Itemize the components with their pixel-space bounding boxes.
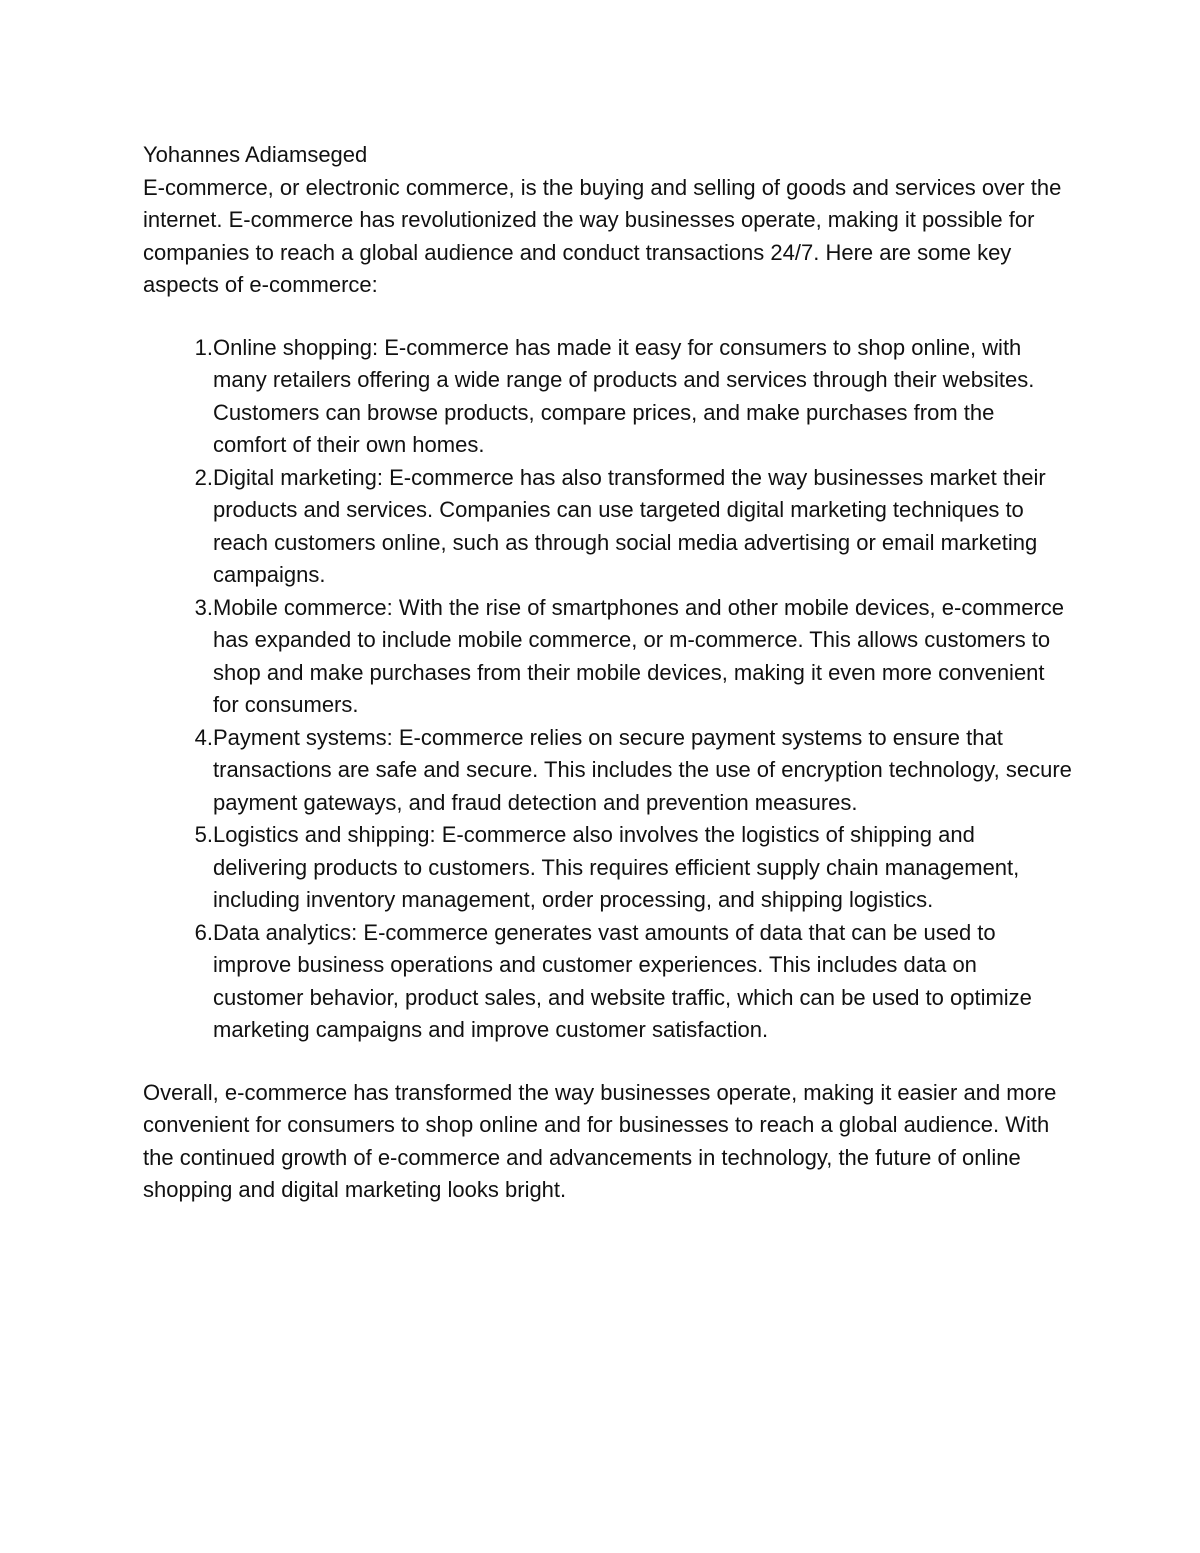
- list-item: [143, 462, 1073, 592]
- author-name: Yohannes Adiamseged: [143, 142, 368, 167]
- list-item: [143, 332, 1073, 462]
- list-item-text: Logistics and shipping: E-commerce also involves the logistics of shipping and delivering products to customers. This requires efficient supply chain management, including inventory management, order processing, and shipping logistics.: [213, 822, 1020, 912]
- list-item-text: Data analytics: E-commerce generates vast amounts of data that can be used to improve business operations and customer experiences. This includes data on customer behavior, product sales, and website traffic, which can be used to optimize marketing campaigns and improve customer satisfaction.: [213, 919, 1032, 1042]
- list-item-number: 1.: [194, 334, 213, 360]
- list-item-text: Online shopping: E-commerce has made it easy for consumers to shop online, with many retailers offering a wide range of products and services through their websites. Customers can browse products, compare prices, and make purchases from the comfort of their own homes.: [213, 334, 1035, 457]
- list-item: [143, 917, 1073, 1047]
- document-content: [143, 139, 1073, 1207]
- list-item: [143, 722, 1073, 820]
- intro-paragraph: E-commerce, or electronic commerce, is the buying and selling of goods and services over the internet. E-commerce has revolutionized the way businesses operate, making it possible for companies to reach a global audience and conduct transactions 24/7. Here are some key aspects of e-commerce:: [143, 174, 1062, 297]
- list-item: [143, 592, 1073, 722]
- list-item-text: Digital marketing: E-commerce has also transformed the way businesses market their products and services. Companies can use targeted digital marketing techniques to reach customers online, such as through social media advertising or email marketing campaigns.: [213, 464, 1046, 587]
- list-item-number: 6.: [194, 919, 213, 945]
- list-item-text: Payment systems: E-commerce relies on secure payment systems to ensure that transactions are safe and secure. This includes the use of encryption technology, secure payment gateways, and fraud detection and prevention measures.: [213, 724, 1072, 815]
- list-item-number: 5.: [194, 822, 213, 847]
- list-item-number: 3.: [194, 594, 213, 620]
- list-item: [143, 819, 1073, 917]
- list-item-text: Mobile commerce: With the rise of smartphones and other mobile devices, e-commerce has expanded to include mobile commerce, or m-commerce. This allows customers to shop and make purchases from their mobile devices, making it even more convenient for consumers.: [213, 594, 1065, 717]
- list-item-number: 2.: [194, 464, 213, 490]
- key-aspects-list: [143, 332, 1073, 1047]
- conclusion-paragraph: Overall, e-commerce has transformed the way businesses operate, making it easier and more convenient for consumers to shop online and for businesses to reach a global audience. With the continued growth of e-commerce and advancements in technology, the future of online shopping and digital marketing looks bright.: [143, 1079, 1057, 1202]
- list-item-number: 4.: [194, 724, 213, 750]
